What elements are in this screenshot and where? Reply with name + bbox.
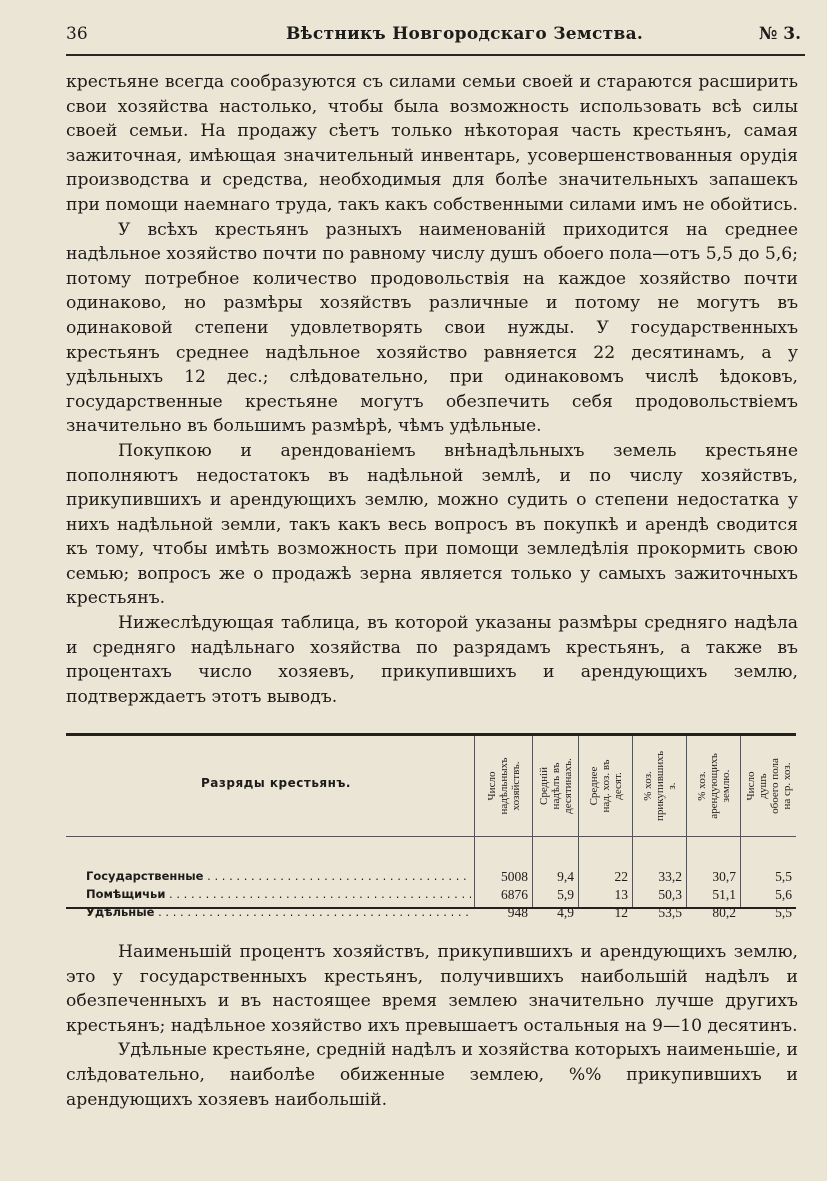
- cell: 51,1: [712, 887, 736, 902]
- cell: 80,2: [712, 905, 736, 920]
- cell: 948: [507, 905, 528, 920]
- cell: 53,5: [658, 905, 682, 920]
- table-header: [66, 736, 796, 837]
- cell: 12: [614, 905, 628, 920]
- cell: 5,5: [775, 905, 792, 920]
- page-number: 36: [66, 24, 88, 44]
- cell: 5,9: [557, 887, 574, 902]
- cell: 5,6: [775, 887, 792, 902]
- running-header: [66, 18, 805, 56]
- column-header: Средній надѣлъ въ десятинахъ.: [532, 736, 579, 836]
- row-label: Удѣльные . . .: [86, 905, 471, 919]
- cell: 33,2: [658, 869, 682, 884]
- column-header: % хоз. прикупившихъ з.: [632, 736, 687, 836]
- table-row: [66, 887, 796, 905]
- column-header: Среднее над. хоз. въ десят.: [578, 736, 633, 836]
- cell: 5008: [501, 869, 528, 884]
- table-row: [66, 869, 796, 887]
- paragraph: Наименьшій процентъ хозяйствъ, прикупившихъ и арендующихъ землю, это у государственныхъ крестьянъ, получившихъ наибольшій надѣлъ и обезпеченныхъ и въ настоящее время землею значительно лучше другихъ крестьянъ; надѣльное хозяйство ихъ превышаетъ остальныя на 9—10 десятинъ.: [66, 942, 798, 1036]
- paragraph: крестьяне всегда сообразуются съ силами семьи своей и стараются расширить свои хозяйства настолько, чтобы была возможность использовать всѣ силы своей семьи. На продажу сѣетъ только нѣкоторая часть крестьянъ, самая зажиточная, имѣющая значительный инвентарь, усовершенствованныя орудія производства и средства, необходимыя для болѣе значительныхъ запашекъ при помощи наемнаго труда, такъ какъ собственными силами имъ не обойтись.: [66, 72, 798, 215]
- journal-title: Вѣстникъ Новгородскаго Земства.: [286, 24, 644, 44]
- cell: 5,5: [775, 869, 792, 884]
- paragraph: Удѣльные крестьяне, средній надѣлъ и хозяйства которыхъ наименьшіе, и слѣдовательно, наиболѣе обиженные землею, %% прикупившихъ и арендующихъ хозяевъ наибольшій.: [66, 1040, 798, 1110]
- column-header: Число душъ обоего пола на ср. хоз.: [740, 736, 797, 836]
- row-label: Помѣщичьи . . .: [86, 887, 471, 901]
- column-header: % хоз. арендующихъ землю.: [686, 736, 741, 836]
- cell: 4,9: [557, 905, 574, 920]
- body-text-bottom: [66, 940, 798, 1112]
- cell: 13: [614, 887, 628, 902]
- cell: 9,4: [557, 869, 574, 884]
- table-row: [66, 905, 796, 923]
- issue-number: № 3.: [758, 24, 801, 44]
- paragraph: Нижеслѣдующая таблица, въ которой указаны размѣры средняго надѣла и средняго надѣльнаго хозяйства по разрядамъ крестьянъ, а также въ процентахъ число хозяевъ, прикупившихъ и арендующихъ землю, подтверждаетъ этотъ выводъ.: [66, 613, 798, 707]
- paragraph: Покупкою и арендованіемъ внѣнадѣльныхъ земель крестьяне пополняютъ недостатокъ въ надѣльной землѣ, и по числу хозяйствъ, прикупившихъ и арендующихъ землю, можно судить о степени недостатка у нихъ надѣльной земли, такъ какъ весь вопросъ въ покупкѣ и арендѣ сводится къ тому, чтобы имѣть возможность при помощи земледѣлія прокормить свою семью; вопросъ же о продажѣ зерна является только у самыхъ зажиточныхъ крестьянъ.: [66, 440, 798, 609]
- table-body: [66, 837, 796, 920]
- cell: 6876: [501, 887, 528, 902]
- paragraph: У всѣхъ крестьянъ разныхъ наименованій приходится на среднее надѣльное хозяйство почти по равному числу душъ обоего пола—отъ 5,5 до 5,6; потому потребное количество продовольствія на каждое хозяйство почти одинаково, но размѣры хозяйствъ различные и потому не могутъ въ одинаковой степени удовлетворять свои нужды. У государственныхъ крестьянъ среднее надѣльное хозяйство равняется 22 десятинамъ, а у удѣльныхъ 12 дес.; слѣдовательно, при одинаковомъ числѣ ѣдоковъ, государственные крестьяне могутъ обезпечить себя продовольствіемъ значительно въ большимъ размѣрѣ, чѣмъ удѣльные.: [66, 219, 799, 437]
- cell: 22: [614, 869, 628, 884]
- cell: 30,7: [712, 869, 736, 884]
- row-label: Государственные . . .: [86, 869, 471, 883]
- data-table: [66, 733, 796, 920]
- column-header: Число надѣльныхъ хозяйствъ.: [474, 736, 533, 836]
- cell: 50,3: [658, 887, 682, 902]
- body-text-top: [66, 70, 798, 709]
- table-caption: Разряды крестьянъ.: [201, 776, 351, 790]
